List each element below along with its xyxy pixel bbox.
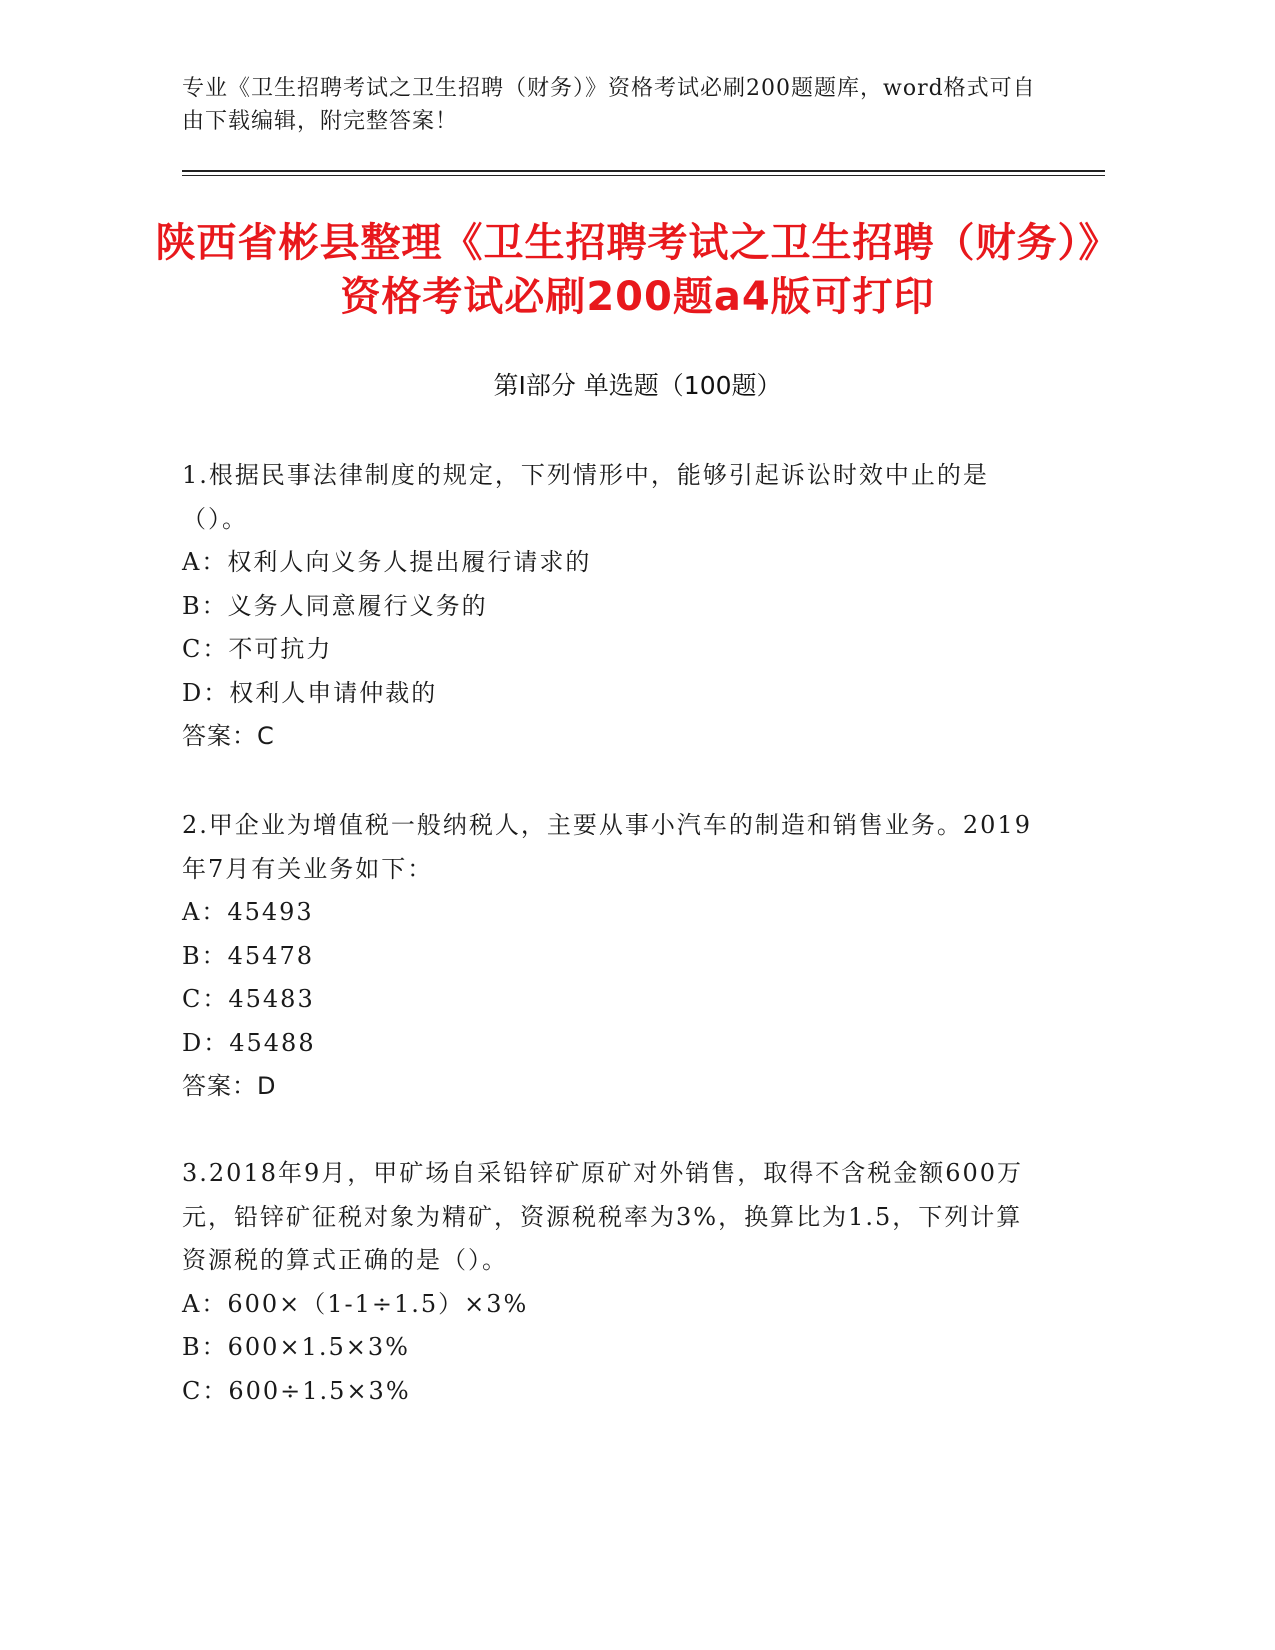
option-a: A：600×（1-1÷1.5）×3% — [182, 1289, 529, 1318]
header-note: 专业《卫生招聘考试之卫生招聘（财务）》资格考试必刷200题题库，word格式可自由下载编辑，附完整答案！ — [182, 76, 1036, 134]
option-b: B：义务人同意履行义务的 — [182, 591, 488, 620]
question-text: 3.2018年9月，甲矿场自采铅锌矿原矿对外销售，取得不含税金额600万元，铅锌矿征税对象为精矿，资源税税率为3%，换算比为1.5，下列计算资源税的算式正确的是（）。 — [182, 1159, 1024, 1274]
question-block — [182, 454, 1042, 759]
header-divider-thin — [182, 175, 1105, 176]
question-block — [182, 1152, 1042, 1413]
option-b: B：600×1.5×3% — [182, 1333, 410, 1361]
option-a: A：45493 — [182, 898, 314, 926]
option-c: C：不可抗力 — [182, 635, 333, 663]
section-title: 第Ⅰ部分 单选题（100题） — [493, 371, 782, 400]
option-c: C：600÷1.5×3% — [182, 1376, 411, 1405]
question-block — [182, 804, 1042, 1109]
question-text: 1.根据民事法律制度的规定，下列情形中，能够引起诉讼时效中止的是（）。 — [182, 461, 989, 533]
option-a: A：权利人向义务人提出履行请求的 — [182, 548, 592, 576]
option-b: B：45478 — [182, 941, 314, 970]
option-c: C：45483 — [182, 985, 315, 1013]
option-d: D：权利人申请仲裁的 — [182, 678, 438, 707]
document-title: 陕西省彬县整理《卫生招聘考试之卫生招聘（财务）》资格考试必刷200题a4版可打印 — [155, 220, 1120, 320]
answer-label: 答案：D — [182, 1072, 277, 1100]
question-text: 2.甲企业为增值税一般纳税人，主要从事小汽车的制造和销售业务。2019年7月有关业务如下： — [182, 811, 1032, 883]
answer-label: 答案：C — [182, 722, 275, 750]
header-divider-thick — [182, 170, 1105, 172]
option-d: D：45488 — [182, 1028, 316, 1057]
